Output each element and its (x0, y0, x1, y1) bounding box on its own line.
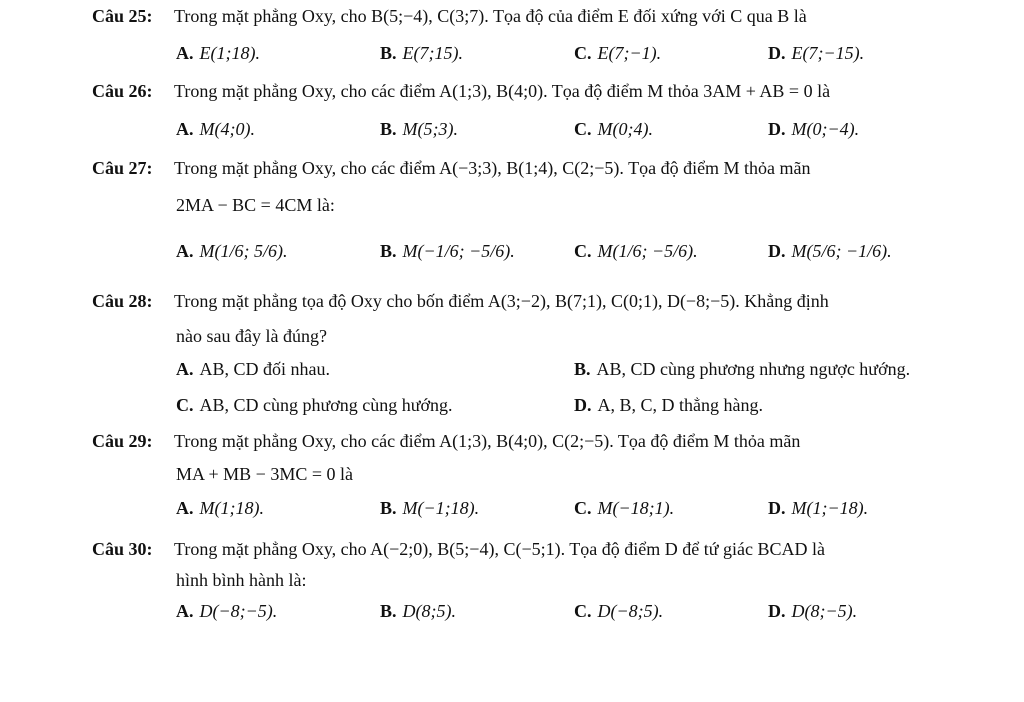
question-text: Trong mặt phẳng tọa độ Oxy cho bốn điểm A(3;−2), B(7;1), C(0;1), D(−8;−5). Khẳng định (174, 291, 829, 311)
option-26-b[interactable]: B. M(5;3). (380, 119, 458, 139)
option-25-b[interactable]: B. E(7;15). (380, 43, 463, 63)
question-text: Trong mặt phẳng Oxy, cho A(−2;0), B(5;−4), C(−5;1). Tọa độ điểm D để tứ giác BCAD là (174, 539, 825, 559)
question-text: Trong mặt phẳng Oxy, cho các điểm A(1;3), B(4;0). Tọa độ điểm M thỏa 3AM + AB = 0 là (174, 81, 831, 101)
question-text: Trong mặt phẳng Oxy, cho các điểm A(−3;3), B(1;4), C(2;−5). Tọa độ điểm M thỏa mãn (174, 158, 811, 178)
option-26-c[interactable]: C. M(0;4). (574, 119, 653, 139)
option-30-c[interactable]: C. D(−8;5). (574, 601, 664, 621)
option-28-d[interactable]: D. A, B, C, D thẳng hàng. (574, 395, 763, 415)
option-27-c[interactable]: C. M(1/6; −5/6). (574, 241, 698, 261)
option-28-c[interactable]: C. AB, CD cùng phương cùng hướng. (176, 395, 453, 415)
option-29-b[interactable]: B. M(−1;18). (380, 498, 480, 518)
option-27-a[interactable]: A. M(1/6; 5/6). (176, 241, 288, 261)
option-28-a[interactable]: A. AB, CD đối nhau. (176, 359, 330, 379)
question-28-continuation: nào sau đây là đúng? (176, 326, 327, 346)
option-28-b[interactable]: B. AB, CD cùng phương nhưng ngược hướng. (574, 359, 911, 379)
option-29-c[interactable]: C. M(−18;1). (574, 498, 675, 518)
option-25-a[interactable]: A. E(1;18). (176, 43, 260, 63)
question-text: Trong mặt phẳng Oxy, cho B(5;−4), C(3;7). Tọa độ của điểm E đối xứng với C qua B là (174, 6, 807, 26)
option-27-b[interactable]: B. M(−1/6; −5/6). (380, 241, 515, 261)
option-29-a[interactable]: A. M(1;18). (176, 498, 264, 518)
question-30-continuation: hình bình hành là: (176, 570, 307, 590)
question-label: Câu 27: (92, 158, 153, 178)
question-29-condition: MA + MB − 3MC = 0 là (176, 464, 353, 484)
option-25-d[interactable]: D. E(7;−15). (768, 43, 865, 63)
option-27-d[interactable]: D. M(5/6; −1/6). (768, 241, 892, 261)
option-26-d[interactable]: D. M(0;−4). (768, 119, 860, 139)
option-30-b[interactable]: B. D(8;5). (380, 601, 456, 621)
question-27-condition: 2MA − BC = 4CM là: (176, 195, 335, 215)
question-label: Câu 29: (92, 431, 153, 451)
option-29-d[interactable]: D. M(1;−18). (768, 498, 869, 518)
question-label: Câu 28: (92, 291, 153, 311)
question-label: Câu 30: (92, 539, 153, 559)
question-label: Câu 25: (92, 6, 153, 26)
option-26-a[interactable]: A. M(4;0). (176, 119, 255, 139)
option-30-a[interactable]: A. D(−8;−5). (176, 601, 278, 621)
question-text: Trong mặt phẳng Oxy, cho các điểm A(1;3), B(4;0), C(2;−5). Tọa độ điểm M thỏa mãn (174, 431, 801, 451)
question-label: Câu 26: (92, 81, 153, 101)
option-25-c[interactable]: C. E(7;−1). (574, 43, 662, 63)
option-30-d[interactable]: D. D(8;−5). (768, 601, 858, 621)
